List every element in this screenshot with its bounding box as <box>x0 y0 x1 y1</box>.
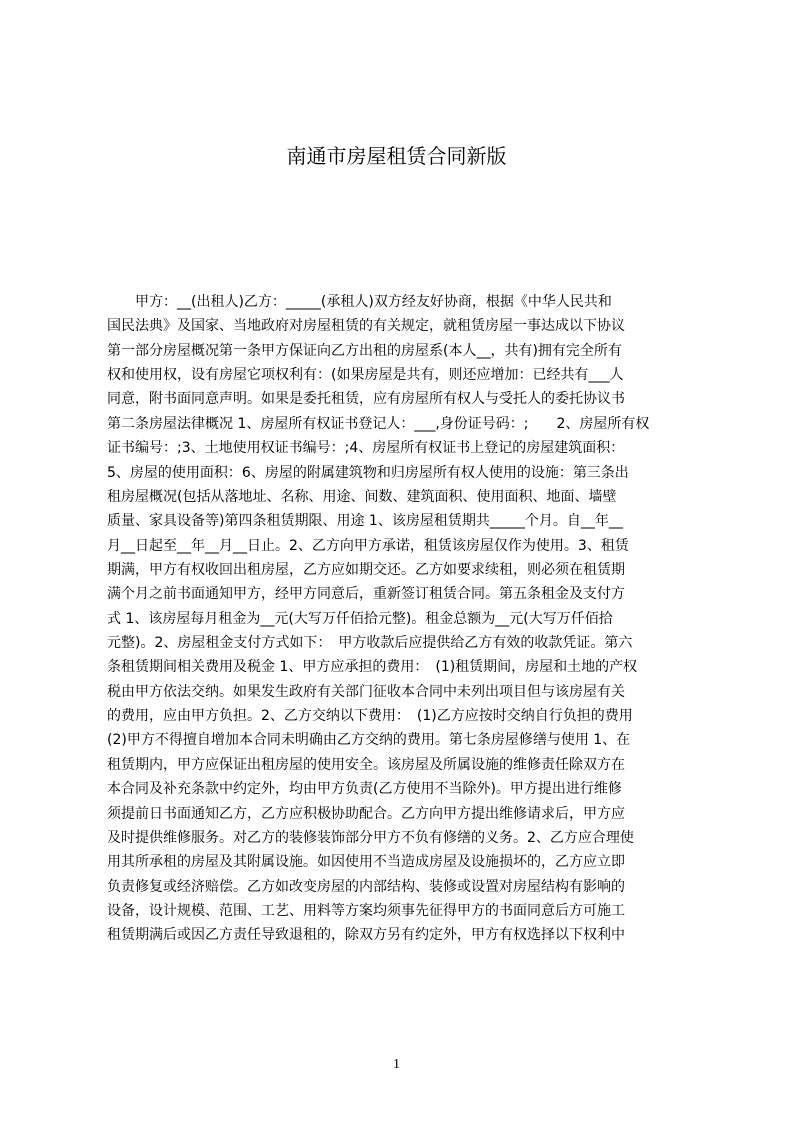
body-line: 国民法典》及国家、当地政府对房屋租赁的有关规定，就租赁房屋一事达成以下协议 <box>107 318 625 335</box>
contract-body <box>107 290 699 948</box>
body-line: 第二条房屋法律概况 1、房屋所有权证书登记人：___,身份证号码：; 2、房屋所有权 <box>107 415 650 432</box>
body-line: 甲方：__(出租人)乙方：_____(承租人)双方经友好协商，根据《中华人民共和 <box>107 294 612 310</box>
body-line: 的费用，应由甲方负担。2、乙方交纳以下费用： (1)乙方应按时交纳自行负担的费用 <box>107 708 633 725</box>
body-line: 租赁期满后或因乙方责任导致退租的，除双方另有约定外，甲方有权选择以下权利中 <box>107 927 625 944</box>
body-line: 须提前日书面通知乙方，乙方应积极协助配合。乙方向甲方提出维修请求后，甲方应 <box>107 805 625 822</box>
body-line: 设备，设计规模、范围、工艺、用料等方案均须事先征得甲方的书面同意后方可施工 <box>107 902 625 919</box>
body-line: 税由甲方依法交纳。如果发生政府有关部门征收本合同中未列出项目但与该房屋有关 <box>107 683 625 700</box>
body-line: 式 1、该房屋每月租金为__元(大写万仟佰拾元整)。租金总额为__元(大写万仟佰拾 <box>107 610 613 627</box>
body-line: 条租赁期间相关费用及税金 1、甲方应承担的费用： (1)租赁期间，房屋和土地的产权 <box>107 659 638 676</box>
body-line: 租房屋概况(包括从落地址、名称、用途、间数、建筑面积、使用面积、地面、墙壁 <box>107 488 617 505</box>
document-title: 南通市房屋租赁合同新版 <box>286 144 507 168</box>
body-line: 元整)。2、房屋租金支付方式如下： 甲方收款后应提供给乙方有效的收款凭证。第六 <box>107 635 633 652</box>
body-line: 满个月之前书面通知甲方，经甲方同意后，重新签订租赁合同。第五条租金及支付方 <box>107 586 625 603</box>
body-line: 证书编号：;3、土地使用权证书编号：;4、房屋所有权证书上登记的房屋建筑面积： <box>107 440 625 457</box>
body-line: 同意，附书面同意声明。如果是委托租赁，应有房屋所有权人与受托人的委托协议书 <box>107 391 625 408</box>
body-line: 第一部分房屋概况第一条甲方保证向乙方出租的房屋系(本人__，共有)拥有完全所有 <box>107 342 622 359</box>
body-line: 用其所承租的房屋及其附属设施。如因使用不当造成房屋及设施损坏的，乙方应立即 <box>107 854 625 871</box>
body-line: 5、房屋的使用面积：6、房屋的附属建筑物和归房屋所有权人使用的设施：第三条出 <box>107 464 629 481</box>
body-line: 负责修复或经济赔偿。乙方如改变房屋的内部结构、装修或设置对房屋结构有影响的 <box>107 878 625 895</box>
body-line: 月__日起至__年__月__日止。2、乙方向甲方承诺，租赁该房屋仅作为使用。3、租赁 <box>107 537 629 554</box>
body-line: 权和使用权，设有房屋它项权利有：(如果房屋是共有，则还应增加：已经共有___人 <box>107 367 624 384</box>
body-line: 质量、家具设备等)第四条租赁期限、用途 1、该房屋租赁期共_____个月。自__年__ <box>107 513 623 530</box>
body-line: 及时提供维修服务。对乙方的装修装饰部分甲方不负有修缮的义务。2、乙方应合理使 <box>107 829 634 846</box>
body-line: 租赁期内，甲方应保证出租房屋的使用安全。该房屋及所属设施的维修责任除双方在 <box>107 756 625 773</box>
page-number: 1 <box>393 1057 400 1072</box>
body-line: 本合同及补充条款中约定外，均由甲方负责(乙方使用不当除外)。甲方提出进行维修 <box>107 781 622 798</box>
body-line: 期满，甲方有权收回出租房屋，乙方应如期交还。乙方如要求续租，则必须在租赁期 <box>107 561 625 578</box>
body-line: (2)甲方不得擅自增加本合同未明确由乙方交纳的费用。第七条房屋修缮与使用 1、在 <box>107 732 631 749</box>
